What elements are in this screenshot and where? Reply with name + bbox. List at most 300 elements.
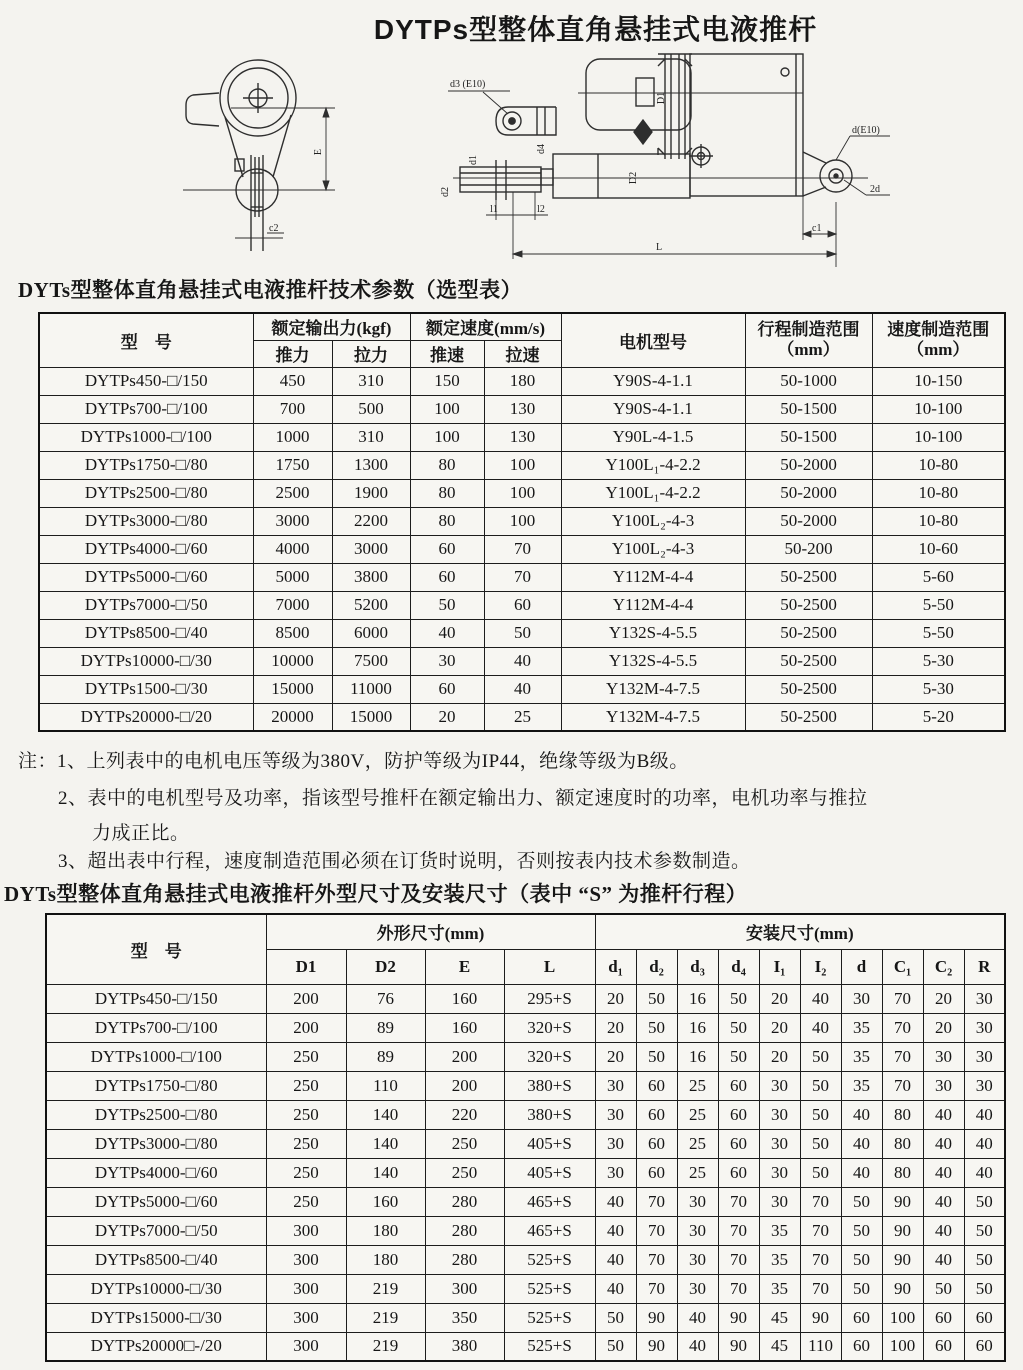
model-cell: DYTPs1000-□/100 xyxy=(39,423,253,451)
value-cell: 35 xyxy=(759,1274,800,1303)
table-row xyxy=(39,395,1005,423)
model-cell: DYTPs7000-□/50 xyxy=(39,591,253,619)
notes-line-3: 力成正比。 xyxy=(92,823,190,844)
value-cell: 16 xyxy=(677,1013,718,1042)
value-cell: 10-60 xyxy=(872,535,1005,563)
value-cell: 40 xyxy=(677,1332,718,1361)
value-cell: 380 xyxy=(425,1332,504,1361)
value-cell: 50 xyxy=(800,1071,841,1100)
value-cell: 50 xyxy=(923,1274,964,1303)
value-cell: 20 xyxy=(759,1013,800,1042)
dim-label-L: L xyxy=(656,242,663,253)
value-cell: 5200 xyxy=(332,591,410,619)
dim-label-E: E xyxy=(313,148,324,156)
value-cell: 465+S xyxy=(504,1187,595,1216)
value-cell: 40 xyxy=(964,1129,1005,1158)
value-cell: Y132M-4-7.5 xyxy=(561,675,745,703)
value-cell: 80 xyxy=(410,479,484,507)
model-cell: DYTPs8500-□/40 xyxy=(46,1245,266,1274)
value-cell: Y100L₁-4-2.2 xyxy=(561,451,745,479)
value-cell: 30 xyxy=(595,1071,636,1100)
value-cell: 3000 xyxy=(253,507,332,535)
value-cell: 30 xyxy=(964,1042,1005,1071)
value-cell: 30 xyxy=(410,647,484,675)
value-cell: 310 xyxy=(332,367,410,395)
value-cell: 250 xyxy=(266,1042,346,1071)
value-cell: 100 xyxy=(410,395,484,423)
value-cell: 90 xyxy=(800,1303,841,1332)
value-cell: 380+S xyxy=(504,1100,595,1129)
value-cell: 16 xyxy=(677,984,718,1013)
value-cell: 1900 xyxy=(332,479,410,507)
section1-heading: DYTs型整体直角悬挂式电液推杆技术参数（选型表） xyxy=(18,278,523,302)
value-cell: 300 xyxy=(266,1303,346,1332)
value-cell: 30 xyxy=(595,1158,636,1187)
value-cell: 30 xyxy=(677,1274,718,1303)
value-cell: Y90S-4-1.1 xyxy=(561,395,745,423)
value-cell: 250 xyxy=(266,1100,346,1129)
table-row xyxy=(46,984,1005,1013)
value-cell: 500 xyxy=(332,395,410,423)
value-cell: 130 xyxy=(484,395,561,423)
model-cell: DYTPs1500-□/30 xyxy=(39,675,253,703)
table-row xyxy=(39,479,1005,507)
value-cell: 90 xyxy=(718,1332,759,1361)
table-row xyxy=(46,1042,1005,1071)
value-cell: 30 xyxy=(595,1100,636,1129)
value-cell: 60 xyxy=(410,563,484,591)
value-cell: 180 xyxy=(346,1245,425,1274)
value-cell: 310 xyxy=(332,423,410,451)
value-cell: 40 xyxy=(841,1129,882,1158)
value-cell: 60 xyxy=(410,675,484,703)
value-cell: 40 xyxy=(923,1216,964,1245)
value-cell: Y90L-4-1.5 xyxy=(561,423,745,451)
col-install-dims: 安装尺寸(mm) xyxy=(595,914,1005,949)
dim-label-l1: l1 xyxy=(490,204,498,215)
value-cell: 50 xyxy=(800,1100,841,1129)
col-d3: d₃ xyxy=(677,949,718,984)
notes-line-2: 2、表中的电机型号及功率，指该型号推杆在额定输出力、额定速度时的功率，电机功率与推拉 xyxy=(58,788,868,809)
value-cell: 280 xyxy=(425,1187,504,1216)
col-E: E xyxy=(425,949,504,984)
value-cell: 20 xyxy=(923,1013,964,1042)
col-rated-force: 额定输出力(kgf) xyxy=(253,313,410,340)
value-cell: 250 xyxy=(266,1071,346,1100)
value-cell: 70 xyxy=(484,535,561,563)
value-cell: 100 xyxy=(484,479,561,507)
value-cell: 30 xyxy=(923,1042,964,1071)
col-I1: I₁ xyxy=(759,949,800,984)
value-cell: 15000 xyxy=(332,703,410,731)
value-cell: 380+S xyxy=(504,1071,595,1100)
col-push-speed: 推速 xyxy=(410,340,484,367)
table-row xyxy=(46,1274,1005,1303)
value-cell: 525+S xyxy=(504,1303,595,1332)
col-stroke-range xyxy=(745,313,872,367)
value-cell: 50 xyxy=(800,1042,841,1071)
value-cell: 90 xyxy=(882,1274,923,1303)
table-row xyxy=(39,675,1005,703)
value-cell: 5-30 xyxy=(872,675,1005,703)
table-row xyxy=(46,1013,1005,1042)
value-cell: Y100L₂-4-3 xyxy=(561,535,745,563)
col-R: R xyxy=(964,949,1005,984)
value-cell: 50 xyxy=(484,619,561,647)
value-cell: 465+S xyxy=(504,1216,595,1245)
value-cell: 8500 xyxy=(253,619,332,647)
value-cell: 50 xyxy=(410,591,484,619)
model-cell: DYTPs2500-□/80 xyxy=(39,479,253,507)
col-d: d xyxy=(841,949,882,984)
value-cell: 50 xyxy=(636,984,677,1013)
value-cell: 219 xyxy=(346,1274,425,1303)
dim-label-c1: c1 xyxy=(812,223,822,234)
value-cell: 25 xyxy=(677,1071,718,1100)
value-cell: 300 xyxy=(266,1245,346,1274)
value-cell: 80 xyxy=(882,1100,923,1129)
value-cell: 100 xyxy=(410,423,484,451)
value-cell: 60 xyxy=(636,1158,677,1187)
value-cell: 30 xyxy=(964,984,1005,1013)
value-cell: 90 xyxy=(882,1245,923,1274)
value-cell: 250 xyxy=(425,1129,504,1158)
value-cell: 50-1500 xyxy=(745,423,872,451)
value-cell: 200 xyxy=(425,1071,504,1100)
col-d4: d₄ xyxy=(718,949,759,984)
value-cell: 40 xyxy=(964,1100,1005,1129)
value-cell: 140 xyxy=(346,1158,425,1187)
value-cell: 250 xyxy=(425,1158,504,1187)
col-C2: C₂ xyxy=(923,949,964,984)
value-cell: 35 xyxy=(841,1071,882,1100)
col-outline-dims: 外形尺寸(mm) xyxy=(266,914,595,949)
value-cell: 250 xyxy=(266,1158,346,1187)
value-cell: Y112M-4-4 xyxy=(561,563,745,591)
value-cell: 6000 xyxy=(332,619,410,647)
value-cell: 140 xyxy=(346,1129,425,1158)
value-cell: 50-2000 xyxy=(745,451,872,479)
model-cell: DYTPs5000-□/60 xyxy=(46,1187,266,1216)
value-cell: 70 xyxy=(636,1245,677,1274)
value-cell: 110 xyxy=(346,1071,425,1100)
value-cell: 90 xyxy=(882,1216,923,1245)
value-cell: 300 xyxy=(266,1216,346,1245)
value-cell: 350 xyxy=(425,1303,504,1332)
dim-label-D2: D2 xyxy=(628,171,639,185)
table-row xyxy=(39,591,1005,619)
value-cell: 50-2000 xyxy=(745,507,872,535)
value-cell: 70 xyxy=(882,984,923,1013)
value-cell: 50 xyxy=(595,1332,636,1361)
value-cell: 525+S xyxy=(504,1245,595,1274)
value-cell: 16 xyxy=(677,1042,718,1071)
value-cell: 40 xyxy=(841,1158,882,1187)
value-cell: 50 xyxy=(964,1187,1005,1216)
dim-label-dE10: d(E10) xyxy=(852,125,880,136)
value-cell: 60 xyxy=(841,1332,882,1361)
value-cell: 525+S xyxy=(504,1274,595,1303)
value-cell: 25 xyxy=(677,1100,718,1129)
value-cell: 20 xyxy=(595,1042,636,1071)
value-cell: 450 xyxy=(253,367,332,395)
value-cell: 200 xyxy=(425,1042,504,1071)
value-cell: 30 xyxy=(677,1216,718,1245)
table-row xyxy=(46,1303,1005,1332)
value-cell: 30 xyxy=(595,1129,636,1158)
section2-heading: DYTs型整体直角悬挂式电液推杆外型尺寸及安装尺寸（表中 “S” 为推杆行程） xyxy=(4,882,748,906)
value-cell: 60 xyxy=(718,1071,759,1100)
value-cell: 1000 xyxy=(253,423,332,451)
value-cell: 60 xyxy=(718,1158,759,1187)
col-pull-speed: 拉速 xyxy=(484,340,561,367)
value-cell: 220 xyxy=(425,1100,504,1129)
dimension-table xyxy=(45,913,1006,1362)
value-cell: 50 xyxy=(800,1158,841,1187)
value-cell: 70 xyxy=(636,1274,677,1303)
table-row xyxy=(46,1216,1005,1245)
value-cell: 70 xyxy=(882,1042,923,1071)
value-cell: 90 xyxy=(882,1187,923,1216)
model-cell: DYTPs2500-□/80 xyxy=(46,1100,266,1129)
table-row xyxy=(46,1071,1005,1100)
dim-label-c2: c2 xyxy=(269,223,279,234)
value-cell: 250 xyxy=(266,1129,346,1158)
value-cell: 50 xyxy=(964,1274,1005,1303)
model-cell: DYTPs1750-□/80 xyxy=(46,1071,266,1100)
value-cell: 3800 xyxy=(332,563,410,591)
actuator-side-view-drawing xyxy=(438,52,1013,274)
value-cell: 50 xyxy=(718,1013,759,1042)
value-cell: 90 xyxy=(636,1303,677,1332)
value-cell: 300 xyxy=(425,1274,504,1303)
note-item-1: 1、上列表中的电机电压等级为380V，防护等级为IP44，绝缘等级为B级。 xyxy=(57,751,689,772)
col-d1: d₁ xyxy=(595,949,636,984)
value-cell: 50 xyxy=(841,1187,882,1216)
model-cell: DYTPs7000-□/50 xyxy=(46,1216,266,1245)
value-cell: 80 xyxy=(410,507,484,535)
value-cell: 7000 xyxy=(253,591,332,619)
table-row xyxy=(39,703,1005,731)
value-cell: 30 xyxy=(923,1071,964,1100)
value-cell: 30 xyxy=(759,1071,800,1100)
value-cell: 60 xyxy=(410,535,484,563)
model-cell: DYTPs1000-□/100 xyxy=(46,1042,266,1071)
value-cell: 5-50 xyxy=(872,591,1005,619)
value-cell: 11000 xyxy=(332,675,410,703)
value-cell: 50-2500 xyxy=(745,675,872,703)
dim-label-d3: d3 (E10) xyxy=(450,79,486,90)
value-cell: 60 xyxy=(636,1129,677,1158)
table-row xyxy=(39,647,1005,675)
table-row xyxy=(46,1100,1005,1129)
value-cell: 70 xyxy=(718,1187,759,1216)
value-cell: 50-1500 xyxy=(745,395,872,423)
value-cell: 300 xyxy=(266,1332,346,1361)
value-cell: 30 xyxy=(964,1071,1005,1100)
value-cell: 50-2500 xyxy=(745,591,872,619)
dim-label-d1: d1 xyxy=(468,155,479,165)
value-cell: 140 xyxy=(346,1100,425,1129)
value-cell: 40 xyxy=(484,675,561,703)
col-speed-range-unit: （mm） xyxy=(907,340,970,360)
value-cell: 30 xyxy=(964,1013,1005,1042)
value-cell: 320+S xyxy=(504,1042,595,1071)
value-cell: 50-2500 xyxy=(745,563,872,591)
value-cell: 219 xyxy=(346,1332,425,1361)
value-cell: 35 xyxy=(759,1245,800,1274)
value-cell: 10-100 xyxy=(872,395,1005,423)
col-stroke-range-label: 行程制造范围 xyxy=(757,319,860,339)
table-header-row xyxy=(39,313,1005,340)
value-cell: 40 xyxy=(484,647,561,675)
value-cell: 25 xyxy=(677,1158,718,1187)
model-cell: DYTPs450-□/150 xyxy=(39,367,253,395)
value-cell: 320+S xyxy=(504,1013,595,1042)
value-cell: 76 xyxy=(346,984,425,1013)
value-cell: 60 xyxy=(964,1303,1005,1332)
table-row xyxy=(39,507,1005,535)
value-cell: 50 xyxy=(841,1274,882,1303)
value-cell: 1300 xyxy=(332,451,410,479)
value-cell: 70 xyxy=(882,1071,923,1100)
value-cell: 1750 xyxy=(253,451,332,479)
spec-table xyxy=(38,312,1006,732)
table-row xyxy=(39,367,1005,395)
value-cell: 5-30 xyxy=(872,647,1005,675)
value-cell: 40 xyxy=(677,1303,718,1332)
dim-label-d4: d4 xyxy=(536,144,547,154)
value-cell: 405+S xyxy=(504,1158,595,1187)
value-cell: 15000 xyxy=(253,675,332,703)
value-cell: 70 xyxy=(636,1216,677,1245)
dim-label-2d: 2d xyxy=(870,184,880,195)
value-cell: 50-2500 xyxy=(745,647,872,675)
value-cell: 50 xyxy=(800,1129,841,1158)
value-cell: 70 xyxy=(636,1187,677,1216)
notes-line-4: 3、超出表中行程，速度制造范围必须在订货时说明，否则按表内技术参数制造。 xyxy=(58,851,751,872)
value-cell: 180 xyxy=(484,367,561,395)
value-cell: Y100L₂-4-3 xyxy=(561,507,745,535)
table-header-row xyxy=(46,914,1005,949)
value-cell: 20 xyxy=(923,984,964,1013)
value-cell: 45 xyxy=(759,1303,800,1332)
value-cell: 100 xyxy=(484,507,561,535)
value-cell: 7500 xyxy=(332,647,410,675)
model-cell: DYTPs15000-□/30 xyxy=(46,1303,266,1332)
value-cell: 20 xyxy=(410,703,484,731)
value-cell: 80 xyxy=(882,1158,923,1187)
value-cell: 60 xyxy=(718,1100,759,1129)
value-cell: 10-80 xyxy=(872,451,1005,479)
value-cell: 5000 xyxy=(253,563,332,591)
value-cell: 70 xyxy=(800,1216,841,1245)
dim-label-D1: D1 xyxy=(656,91,667,105)
value-cell: 60 xyxy=(841,1303,882,1332)
value-cell: 50 xyxy=(718,984,759,1013)
col-pull-force: 拉力 xyxy=(332,340,410,367)
value-cell: 60 xyxy=(636,1100,677,1129)
value-cell: 5-60 xyxy=(872,563,1005,591)
col-model: 型 号 xyxy=(39,313,253,367)
value-cell: 70 xyxy=(800,1245,841,1274)
value-cell: 150 xyxy=(410,367,484,395)
value-cell: 50 xyxy=(718,1042,759,1071)
model-cell: DYTPs10000-□/30 xyxy=(39,647,253,675)
value-cell: 5-50 xyxy=(872,619,1005,647)
value-cell: 40 xyxy=(800,1013,841,1042)
model-cell: DYTPs700-□/100 xyxy=(46,1013,266,1042)
value-cell: 50 xyxy=(964,1245,1005,1274)
value-cell: 50-2000 xyxy=(745,479,872,507)
value-cell: 35 xyxy=(759,1216,800,1245)
value-cell: 10-150 xyxy=(872,367,1005,395)
value-cell: 40 xyxy=(595,1187,636,1216)
col-push-force: 推力 xyxy=(253,340,332,367)
value-cell: 50 xyxy=(636,1013,677,1042)
value-cell: 40 xyxy=(964,1158,1005,1187)
value-cell: 60 xyxy=(964,1332,1005,1361)
value-cell: 70 xyxy=(800,1274,841,1303)
value-cell: 10-80 xyxy=(872,479,1005,507)
value-cell: 20000 xyxy=(253,703,332,731)
value-cell: 295+S xyxy=(504,984,595,1013)
model-cell: DYTPs700-□/100 xyxy=(39,395,253,423)
value-cell: 100 xyxy=(484,451,561,479)
value-cell: 5-20 xyxy=(872,703,1005,731)
col-speed-range xyxy=(872,313,1005,367)
value-cell: 25 xyxy=(677,1129,718,1158)
value-cell: Y132M-4-7.5 xyxy=(561,703,745,731)
value-cell: 405+S xyxy=(504,1129,595,1158)
value-cell: 60 xyxy=(484,591,561,619)
value-cell: Y112M-4-4 xyxy=(561,591,745,619)
model-cell: DYTPs4000-□/60 xyxy=(46,1158,266,1187)
dim-label-l2: l2 xyxy=(537,204,545,215)
value-cell: 300 xyxy=(266,1274,346,1303)
col-L: L xyxy=(504,949,595,984)
value-cell: 200 xyxy=(266,984,346,1013)
table-row xyxy=(39,619,1005,647)
value-cell: 200 xyxy=(266,1013,346,1042)
value-cell: 130 xyxy=(484,423,561,451)
value-cell: 70 xyxy=(718,1245,759,1274)
value-cell: 2200 xyxy=(332,507,410,535)
page-title: DYTPs型整体直角悬挂式电液推杆 xyxy=(373,14,818,45)
value-cell: 50 xyxy=(595,1303,636,1332)
table-row xyxy=(46,1187,1005,1216)
value-cell: Y132S-4-5.5 xyxy=(561,619,745,647)
value-cell: 10-100 xyxy=(872,423,1005,451)
value-cell: 40 xyxy=(595,1245,636,1274)
value-cell: 70 xyxy=(718,1216,759,1245)
dim-label-d2: d2 xyxy=(440,187,451,197)
model-cell: DYTPs450-□/150 xyxy=(46,984,266,1013)
value-cell: 40 xyxy=(800,984,841,1013)
table-row xyxy=(39,451,1005,479)
value-cell: 280 xyxy=(425,1216,504,1245)
value-cell: 20 xyxy=(759,984,800,1013)
value-cell: 70 xyxy=(484,563,561,591)
value-cell: 160 xyxy=(425,1013,504,1042)
value-cell: 60 xyxy=(923,1303,964,1332)
value-cell: 40 xyxy=(923,1187,964,1216)
value-cell: 30 xyxy=(677,1245,718,1274)
value-cell: 3000 xyxy=(332,535,410,563)
col-model: 型 号 xyxy=(46,914,266,984)
value-cell: 80 xyxy=(410,451,484,479)
value-cell: 250 xyxy=(266,1187,346,1216)
